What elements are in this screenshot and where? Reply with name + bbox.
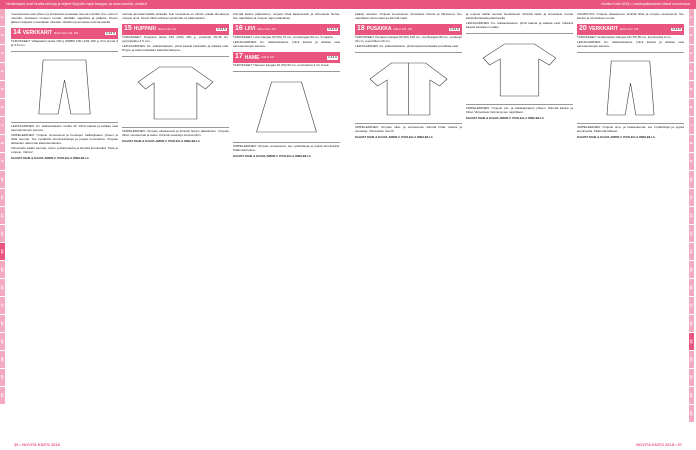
finishing-text: Viimeistele kaikki saumat, neulo vyötärönauha ja kiinnitä kuminauha. Taita ja ompele. Valmis! [11, 146, 118, 155]
pattern-codes: MALLI 124 [261, 56, 275, 60]
materials-text: TARVIKKEET: Hameen kangas 40 (50) 60 cm, kuminauha 2 cm leveä. [233, 63, 330, 68]
materials-text: TARVIKKEET: Verkkareiden kangas 60 (70) 80 cm, kuminauha 2 cm. [577, 35, 672, 40]
section-tab-17: 17 [689, 297, 694, 314]
pattern-16-header [233, 24, 340, 35]
pattern-size: 1-14 V [217, 26, 226, 31]
section-tab-11: 11 [0, 189, 5, 206]
sewing-text: OMPELEMINEN: Ompele sivusaumat, tee vyötärökuja ja pujota kuminauha. Päärmää helma. [233, 144, 340, 153]
cutting-text: LEIKKAAMINEN: Ks. leikkauskaavio sivulla 40. Piirrä kaavat ja leikkaa osat saumanvarojen kanssa. [11, 124, 118, 133]
sewing-text: OMPELEMINEN: Ompele olkasaumat ja kiinnitä huppu pääntiehen. Ompele hihat, sivusaumat ja tasku. Kiinnitä vetoketju etureunoihin. [122, 129, 229, 138]
section-tab-3: 3 [689, 45, 694, 62]
pants-diagram [577, 52, 684, 124]
section-tab-13: 13 [689, 225, 694, 242]
section-tab-22: 22 [689, 387, 694, 404]
section-tab-1: 1 [0, 9, 5, 26]
sewing-text: OMPELEMINEN: Ompele sivusaumat ja housujen välikappaleet yhteen ja silitä saumat. Tee vyötärölle kuminauhakuja ja pujota kuminauha. Ompele lahkeiden alareunat kaksinkertaisina. [11, 133, 118, 146]
pattern-title: VERKKARIT [588, 26, 618, 33]
section-tab-5: 5 [0, 81, 5, 98]
pattern-size: 1-14 V [450, 26, 459, 31]
section-tab-6: 6 [689, 99, 694, 116]
sewing-text: OMPELEMINEN: Ompele sivu- ja haarasaumat, tee vyötärökuja ja pujota kuminauha. Päärmää lahkeet. [577, 125, 684, 134]
header-left: Neuleohjeet ovat Novita-lankoja ja ohjeet löytyvät myös kauppa- ja www-sivuilta, novita.fi [6, 2, 148, 7]
section-tab-9: 9 [689, 153, 694, 170]
section-tab-10: 10 [689, 171, 694, 188]
section-tab-14: 14 [689, 243, 694, 260]
left-page [11, 13, 341, 438]
pattern-title: VERKKARIT [22, 30, 52, 37]
section-tab-16: 16 [0, 279, 5, 296]
section-tab-11: 11 [689, 189, 694, 206]
section-tab-17: 17 [0, 297, 5, 314]
pattern-credit: KAAVAT OHJE & KAAVA-ARKIN 2. PUOLELLA ONELEILLA [577, 135, 655, 140]
shirt-diagram [466, 33, 573, 105]
section-tab-2: 2 [689, 27, 694, 44]
left-col-3 [233, 13, 340, 438]
continued-text: päädyt neulottu. Ompele sivusaumat, viimeistele helmat ja hihansuut. Tee napinlävet etureunaan ja kiinnitä napit. [355, 13, 462, 20]
pattern-title: HUPPARI [133, 26, 156, 33]
pattern-title: LIIVI [244, 26, 256, 33]
pattern-number: 14 [13, 29, 21, 37]
pattern-credit: KAAVAT OHJE & KAAVA-ARKIN 2. PUOLELLA ONELEILLA [355, 135, 433, 140]
pattern-codes: MALLI 127, 128 [619, 27, 639, 31]
pattern-15-header [122, 24, 229, 35]
materials-text: TARVIKKEET: Villapaidan lanka 100 g (80/85) 100 (140) 180 g; Knit pinnat 3 ja 3,5 mm. [11, 39, 118, 47]
cutting-text: LEIKKAAMINEN: Ks. leikkauskaavio, piirrä kaavat ja leikkaa osat saumanvarojen kanssa. [577, 40, 684, 49]
section-tab-22: 22 [0, 387, 5, 404]
sewing-text: OMPELEMINEN: Ompele etu- ja takakappaleet yhteen. Kiinnitä kaulus ja hihat. Viimeistele helmat ja tee napinlävet. [466, 106, 573, 115]
section-tab-4: 4 [0, 63, 5, 80]
section-tab-23: 23 [689, 405, 694, 422]
pattern-size: 1-14 V [672, 26, 681, 31]
pattern-number: 16 [235, 25, 243, 33]
pattern-title: PUSAKKA [366, 26, 392, 33]
materials-text: TARVIKKEET: Pusakan kangas 80 (90) 100 cm, vuorikangas 80 cm, vetoketju 40 cm, resoritrikoo 20 cm. [355, 35, 462, 43]
pattern-number: 20 [579, 25, 587, 33]
pattern-17-header [233, 52, 340, 63]
section-tab-18: 18 [0, 315, 5, 332]
section-tab-20: 20 [0, 351, 5, 368]
left-folio: 36 • NOVITA KNITS 2018 [14, 441, 60, 447]
pattern-credit: KAAVAT OHJE & KAAVA-ARKIN 2. PUOLELLA ONELEILLA [11, 156, 89, 161]
cutting-text: LEIKKAAMINEN: Ks. leikkauskaavio, piirrä kaavat ja leikkaa osat. Käännä kaavat kankaan nurjalle. [466, 21, 573, 30]
section-tab-8: 8 [689, 135, 694, 152]
skirt-diagram [233, 71, 340, 143]
section-tab-12: 12 [0, 207, 5, 224]
section-tab-15: 15 [0, 261, 5, 278]
cutting-text: LEIKKAAMINEN: Ks. leikkauskaavio, piirrä kaavat kankaalle ja leikkaa osat. [355, 44, 459, 49]
continued-text: Kiinnitä kaulus pääntiehen, ompele hihat kädenteisiin ja viimeistele helma. Tee napinlävet ja ompele napit paikoilleen. [233, 13, 340, 20]
pattern-number: 15 [124, 25, 132, 33]
pattern-number: 18 [357, 25, 365, 33]
right-page [355, 13, 685, 438]
right-col-3 [577, 13, 684, 438]
pattern-credit: KAAVAT OHJE & KAAVA-ARKIN 2. PUOLELLA ONELEILLA [122, 139, 200, 144]
jacket-diagram [355, 52, 462, 124]
section-tab-21: 21 [0, 369, 5, 386]
section-tab-6: 6 [0, 99, 5, 116]
pattern-codes: MALLI 120, 121 [157, 27, 177, 31]
intro-text: muodostuvat osat yhteen ja silmukoita neulotaan tasona kuviolla. Kun osat on neulottu, kudotaan neuleen reunat, tehdään nappilista ja pääntie. Pesun jälkeen kappale muotoillaan oikeisiin mittoihin ja annetaan kuivua tasolla. [11, 13, 118, 24]
section-tab-1: 1 [689, 9, 694, 26]
pattern-codes: MALLI 125, 126 [393, 27, 412, 31]
right-folio: NOVITA KNITS 2018 • 37 [636, 441, 682, 447]
pants-diagram [11, 51, 118, 123]
section-tab-21: 21 [689, 369, 694, 386]
materials-text: TARVIKKEET: Hupparin lanka 150 (200) 250 g, vetoketju 35-45 cm, pyöröpuikko 3,5 mm. [122, 35, 229, 43]
section-tab-7: 7 [689, 117, 694, 134]
right-tab-strip [689, 9, 696, 423]
section-tab-20: 20 [689, 351, 694, 368]
continued-text: neulota silmukat kaikilla puikoilla. Kun neulepinta on valmis, päätä silmukat ja ompele sivut. Neulo hihat erikseen ja kiinnitä ne kädenteisiin. [122, 13, 229, 20]
pattern-20-header [577, 24, 684, 35]
section-tab-16: 16 [689, 279, 694, 296]
pattern-14-header [11, 28, 118, 39]
pattern-title: HAME [244, 54, 260, 61]
section-tab-9: 9 [0, 153, 5, 170]
sewing-text: OMPELEMINEN: Ompele olka- ja sivusaumat, kiinnitä hihat, kaulus ja vetoketju. Viimeistele resorit. [355, 125, 462, 134]
pattern-codes: MALLI 122, 123 [257, 27, 276, 31]
pattern-size: 1-14 V [106, 30, 115, 35]
pattern-codes: MALLI 103, 104, 105 [53, 31, 79, 35]
right-col-1 [355, 13, 462, 438]
section-tab-2: 2 [0, 27, 5, 44]
section-tab-7: 7 [0, 117, 5, 134]
left-col-1 [11, 13, 118, 438]
left-col-2 [122, 13, 229, 438]
cutting-text: LEIKKAAMINEN: Ks. leikkauskaavio, piirrä kaavat kankaalle ja leikkaa osat. Huppu ja tasku leikataan kaksinkertaisena. [122, 44, 229, 53]
section-tab-18: 18 [689, 315, 694, 332]
section-tab-14: 14 [0, 243, 5, 260]
top-bar [0, 0, 696, 9]
pattern-18-header [355, 24, 462, 35]
continued-text: ja ompele kaikki saumat huolellisesti. Kiinnitä tasku ja viimeistele reunat kaksinkertaisella päärmeellä. [466, 13, 573, 20]
section-tab-10: 10 [0, 171, 5, 188]
section-tab-13: 13 [0, 225, 5, 242]
cutting-text: LEIKKAAMINEN: Ks. leikkauskaavio, piirrä kaavat ja leikkaa osat saumanvarojen kanssa. [233, 40, 340, 49]
section-tab-15: 15 [689, 261, 694, 278]
section-tab-4: 4 [689, 63, 694, 80]
pattern-credit: KAAVAT OHJE & KAAVA-ARKIN 2. PUOLELLA ONELEILLA [233, 154, 311, 159]
materials-text: TARVIKKEET: Liivin kangas 50 (60) 70 cm, vuorikangas 50 cm, 5 nappia. [233, 35, 334, 40]
left-tab-strip [0, 9, 7, 405]
section-tab-19: 19 [689, 333, 694, 350]
right-col-2 [466, 13, 573, 438]
section-tab-19: 19 [0, 333, 5, 350]
section-tab-8: 8 [0, 135, 5, 152]
pattern-size: 1-14 V [328, 54, 337, 59]
continued-text: VALMISTUS: Ompele olkasaumat, kiinnitä hihat ja ompele sivusaumat. Tee kaulus ja viimeistele reunat. [577, 13, 684, 20]
hoodie-diagram [122, 56, 229, 128]
section-tab-3: 3 [0, 45, 5, 62]
section-tab-12: 12 [689, 207, 694, 224]
pattern-credit: KAAVAT OHJE & KAAVA-ARKIN 2. PUOLELLA ONELEILLA [466, 116, 544, 121]
pattern-number: 17 [235, 53, 243, 61]
header-right: Novita Knits 2018 • Lastenpakkaukset tässä numerossa [601, 2, 690, 7]
pattern-size: 1-14 V [328, 26, 337, 31]
section-tab-5: 5 [689, 81, 694, 98]
